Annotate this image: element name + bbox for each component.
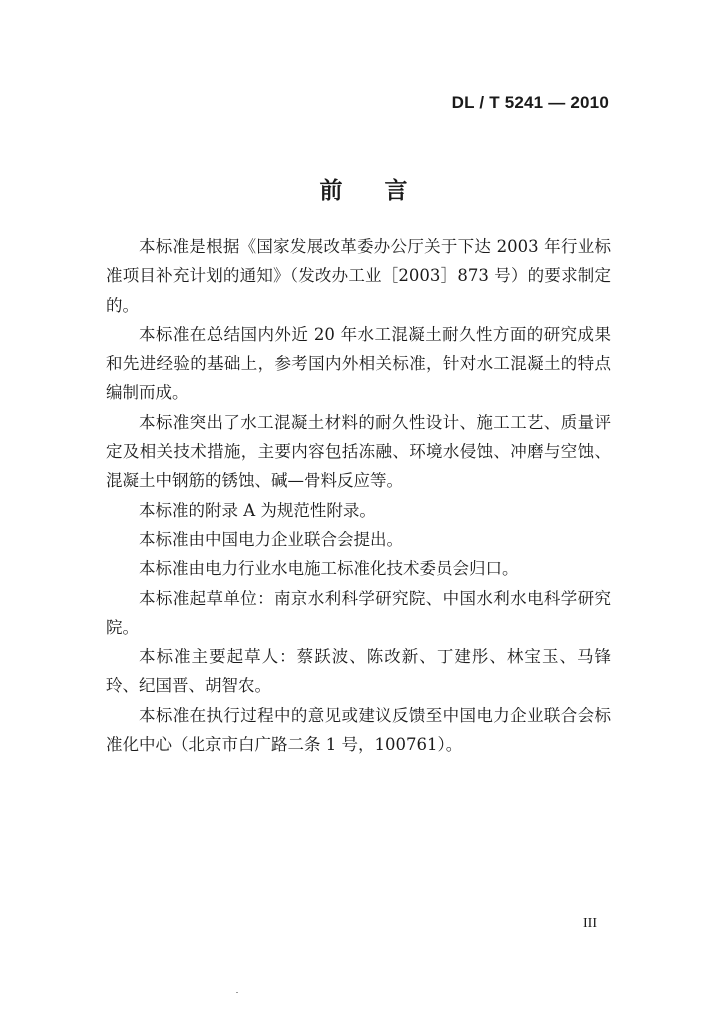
- paragraph-appendix: 本标准的附录 A 为规范性附录。: [139, 500, 376, 520]
- paragraph-basis: 本标准是根据《国家发展改革委办公厅关于下达 2003 年行业标准项目补充计划的通知》（发改办工业［2003］873 号）的要求制定的。: [106, 237, 611, 315]
- paragraph-drafting-units: 本标准起草单位：南京水利科学研究院、中国水利水电科学研究院。: [106, 588, 611, 637]
- page-number: III: [583, 916, 597, 931]
- paragraph-summary: 本标准在总结国内外近 20 年水工混凝土耐久性方面的研究成果和先进经验的基础上，参考国内外相关标准，针对水工混凝土的特点编制而成。: [106, 324, 611, 403]
- paragraph-content: 本标准突出了水工混凝土材料的耐久性设计、施工工艺、质量评定及相关技术措施，主要内容包括冻融、环境水侵蚀、冲磨与空蚀、混凝土中钢筋的锈蚀、碱—骨料反应等。: [106, 412, 611, 491]
- preface-body: [106, 232, 611, 759]
- paragraph-feedback: 本标准在执行过程中的意见或建议反馈至中国电力企业联合会标准化中心（北京市白广路二条 1 号，100761）。: [106, 705, 611, 755]
- paragraph-committee: 本标准由电力行业水电施工标准化技术委员会归口。: [139, 559, 519, 579]
- paragraph-proposer: 本标准由中国电力企业联合会提出。: [139, 529, 403, 549]
- paragraph-drafters: 本标准主要起草人：蔡跃波、陈改新、丁建彤、林宝玉、马锋玲、纪国晋、胡智农。: [106, 647, 611, 696]
- page-title: 前言: [319, 178, 450, 204]
- document-code: DL / T 5241 — 2010: [451, 93, 609, 112]
- scan-speck: [236, 992, 238, 993]
